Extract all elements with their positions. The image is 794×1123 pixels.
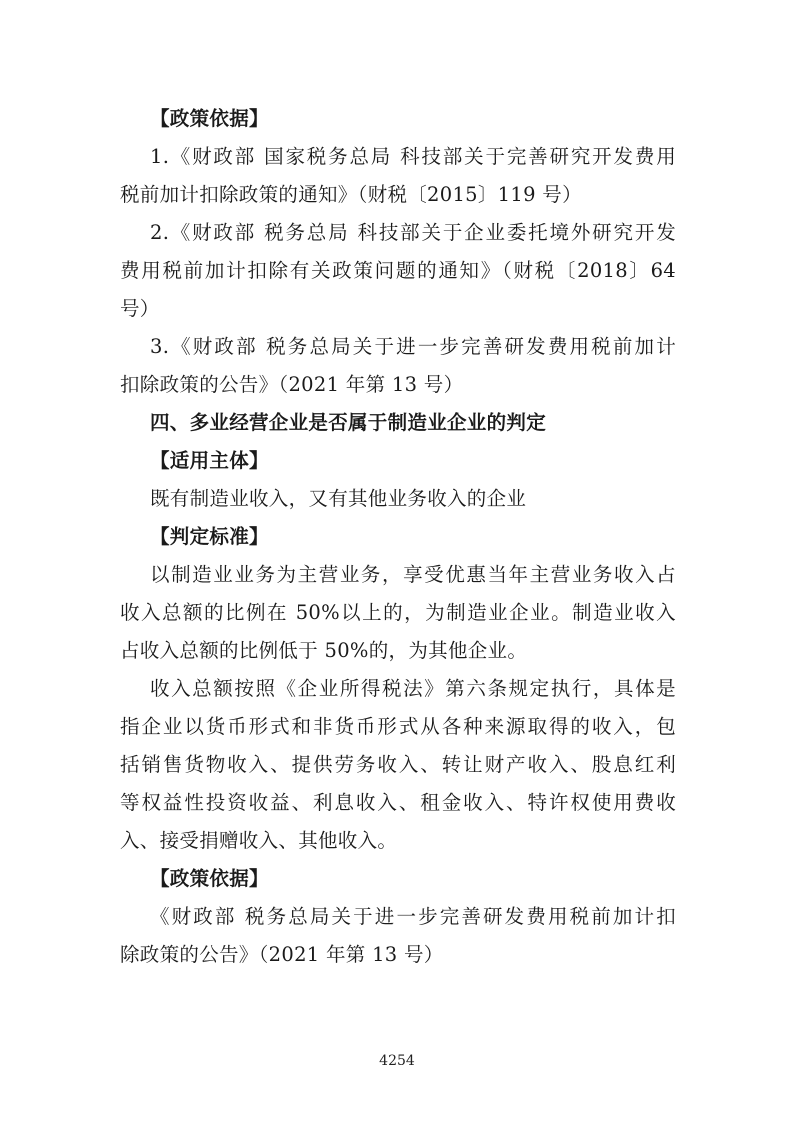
paragraph-line: 收入总额的比例在 50%以上的，为制造业企业。制造业收入	[120, 601, 676, 624]
paragraph-line: 费用税前加计扣除有关政策问题的通知》（财税〔2018〕64	[120, 259, 676, 282]
paragraph-line: 税前加计扣除政策的通知》（财税〔2015〕119 号）	[120, 183, 582, 206]
paragraph-line: 2.《财政部 税务总局 科技部关于企业委托境外研究开发	[150, 221, 676, 244]
document-body	[120, 100, 676, 974]
paragraph-line: 扣除政策的公告》（2021 年第 13 号）	[120, 373, 464, 396]
section-heading-criteria: 【判定标准】	[150, 525, 269, 548]
paragraph-line: 1.《财政部 国家税务总局 科技部关于完善研究开发费用	[150, 145, 676, 168]
page-number: 4254	[379, 1053, 415, 1069]
paragraph-line: 既有制造业收入，又有其他业务收入的企业	[150, 487, 527, 510]
paragraph-line: 入、接受捐赠收入、其他收入。	[120, 829, 398, 852]
section-heading-policy-basis: 【政策依据】	[150, 867, 269, 890]
paragraph-line: 等权益性投资收益、利息收入、租金收入、特许权使用费收	[120, 791, 676, 814]
paragraph-line: 占收入总额的比例低于 50%的，为其他企业。	[120, 639, 528, 662]
paragraph-line: 3.《财政部 税务总局关于进一步完善研发费用税前加计	[150, 335, 676, 358]
paragraph-line: 括销售货物收入、提供劳务收入、转让财产收入、股息红利	[120, 753, 676, 776]
paragraph-line: 指企业以货币形式和非货币形式从各种来源取得的收入，包	[120, 715, 676, 738]
section-heading-policy-basis: 【政策依据】	[150, 107, 269, 130]
paragraph-line: 号）	[120, 297, 160, 320]
paragraph-line: 收入总额按照《企业所得税法》第六条规定执行，具体是	[150, 677, 676, 700]
paragraph-line: 除政策的公告》（2021 年第 13 号）	[120, 943, 444, 966]
section-title-four: 四、多业经营企业是否属于制造业企业的判定	[150, 411, 547, 434]
paragraph-line: 以制造业业务为主营业务，享受优惠当年主营业务收入占	[150, 563, 676, 586]
paragraph-line: 《财政部 税务总局关于进一步完善研发费用税前加计扣	[150, 905, 676, 928]
section-heading-applicable-subject: 【适用主体】	[150, 449, 269, 472]
